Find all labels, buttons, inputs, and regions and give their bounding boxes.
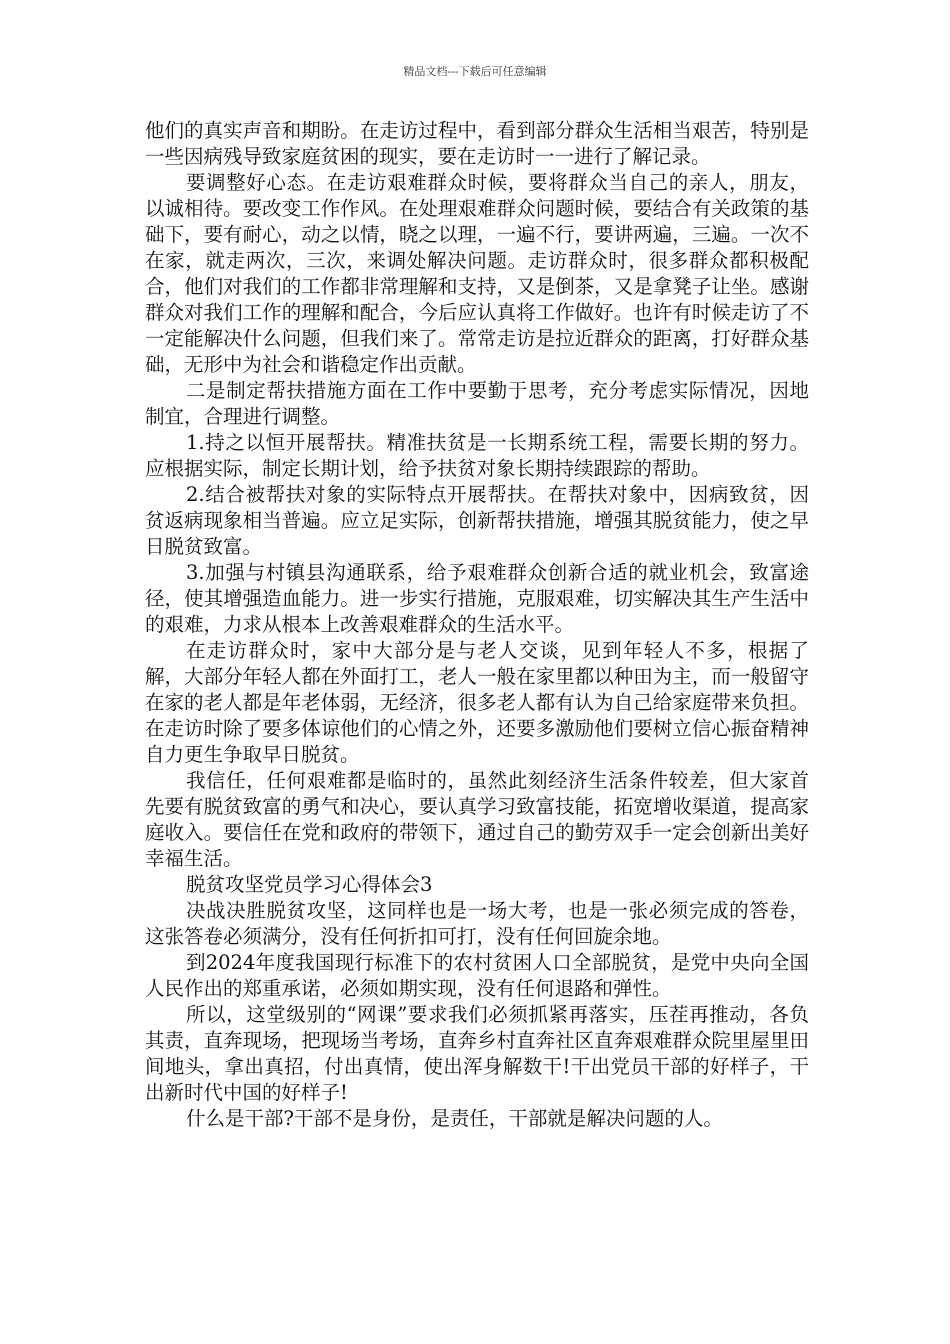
paragraph: 决战决胜脱贫攻坚，这同样也是一场大考，也是一张必须完成的答卷，这张答卷必须满分，没有任何折扣可打，没有任何回旋余地。 [145,899,809,948]
paragraph: 我信任，任何艰难都是临时的，虽然此刻经济生活条件较差，但大家首先要有脱贫致富的勇气和决心，要认真学习致富技能，拓宽增收渠道，提高家庭收入。要信任在党和政府的带领下，通过自己的勤劳双手一定会创新出美好幸福生活。 [145,769,809,870]
section-heading: 脱贫攻坚党员学习心得体会3 [185,873,433,896]
page-header: 精品文档---下载后可任意编辑 [403,65,547,78]
paragraph: 所以，这堂级别的“网课”要求我们必须抓紧再落实，压茬再推动，各负其责，直奔现场，把现场当考场，直奔乡村直奔社区直奔艰难群众院里屋里田间地头，拿出真招，付出真情，使出浑身解数干!干出党员干部的好样子，干出新时代中国的好样子! [145,1003,809,1104]
paragraph: 什么是干部?干部不是身份，是责任，干部就是解决问题的人。 [185,1107,723,1130]
paragraph: 二是制定帮扶措施方面在工作中要勤于思考，充分考虑实际情况，因地制宜，合理进行调整。 [145,379,809,428]
list-item-paragraph: 2.结合被帮扶对象的实际特点开展帮扶。在帮扶对象中，因病致贫，因贫返病现象相当普遍。应立足实际，创新帮扶措施，增强其脱贫能力，使之早日脱贫致富。 [145,483,809,558]
paragraph: 他们的真实声音和期盼。在走访过程中，看到部分群众生活相当艰苦，特别是一些因病残导致家庭贫困的现实，要在走访时一一进行了解记录。 [145,119,809,168]
paragraph: 到2024年度我国现行标准下的农村贫困人口全部脱贫，是党中央向全国人民作出的郑重承诺，必须如期实现，没有任何退路和弹性。 [145,951,809,1000]
paragraph: 在走访群众时，家中大部分是与老人交谈，见到年轻人不多，根据了解，大部分年轻人都在外面打工，老人一般在家里都以种田为主，而一般留守在家的老人都是年老体弱，无经济，很多老人都有认为自己给家庭带来负担。在走访时除了要多体谅他们的心情之外，还要多激励他们要树立信心振奋精神自力更生争取早日脱贫。 [145,639,809,766]
paragraph: 要调整好心态。在走访艰难群众时候，要将群众当自己的亲人，朋友，以诚相待。要改变工作作风。在处理艰难群众问题时候，要结合有关政策的基础下，要有耐心，动之以情，晓之以理，一遍不行，要讲两遍，三遍。一次不在家，就走两次，三次，来调处解决问题。走访群众时，很多群众都积极配合，他们对我们的工作都非常理解和支持，又是倒茶，又是拿凳子让坐。感谢群众对我们工作的理解和配合，今后应认真将工作做好。也许有时候走访了不一定能解决什么问题，但我们来了。常常走访是拉近群众的距离，打好群众基础，无形中为社会和谐稳定作出贡献。 [145,171,809,376]
list-item-paragraph: 1.持之以恒开展帮扶。精准扶贫是一长期系统工程，需要长期的努力。应根据实际，制定长期计划，给予扶贫对象长期持续跟踪的帮助。 [145,431,809,480]
document-body [145,118,809,1132]
list-item-paragraph: 3.加强与村镇县沟通联系，给予艰难群众创新合适的就业机会，致富途径，使其增强造血能力。进一步实行措施，克服艰难，切实解决其生产生活中的艰难，力求从根本上改善艰难群众的生活水平。 [145,561,809,636]
